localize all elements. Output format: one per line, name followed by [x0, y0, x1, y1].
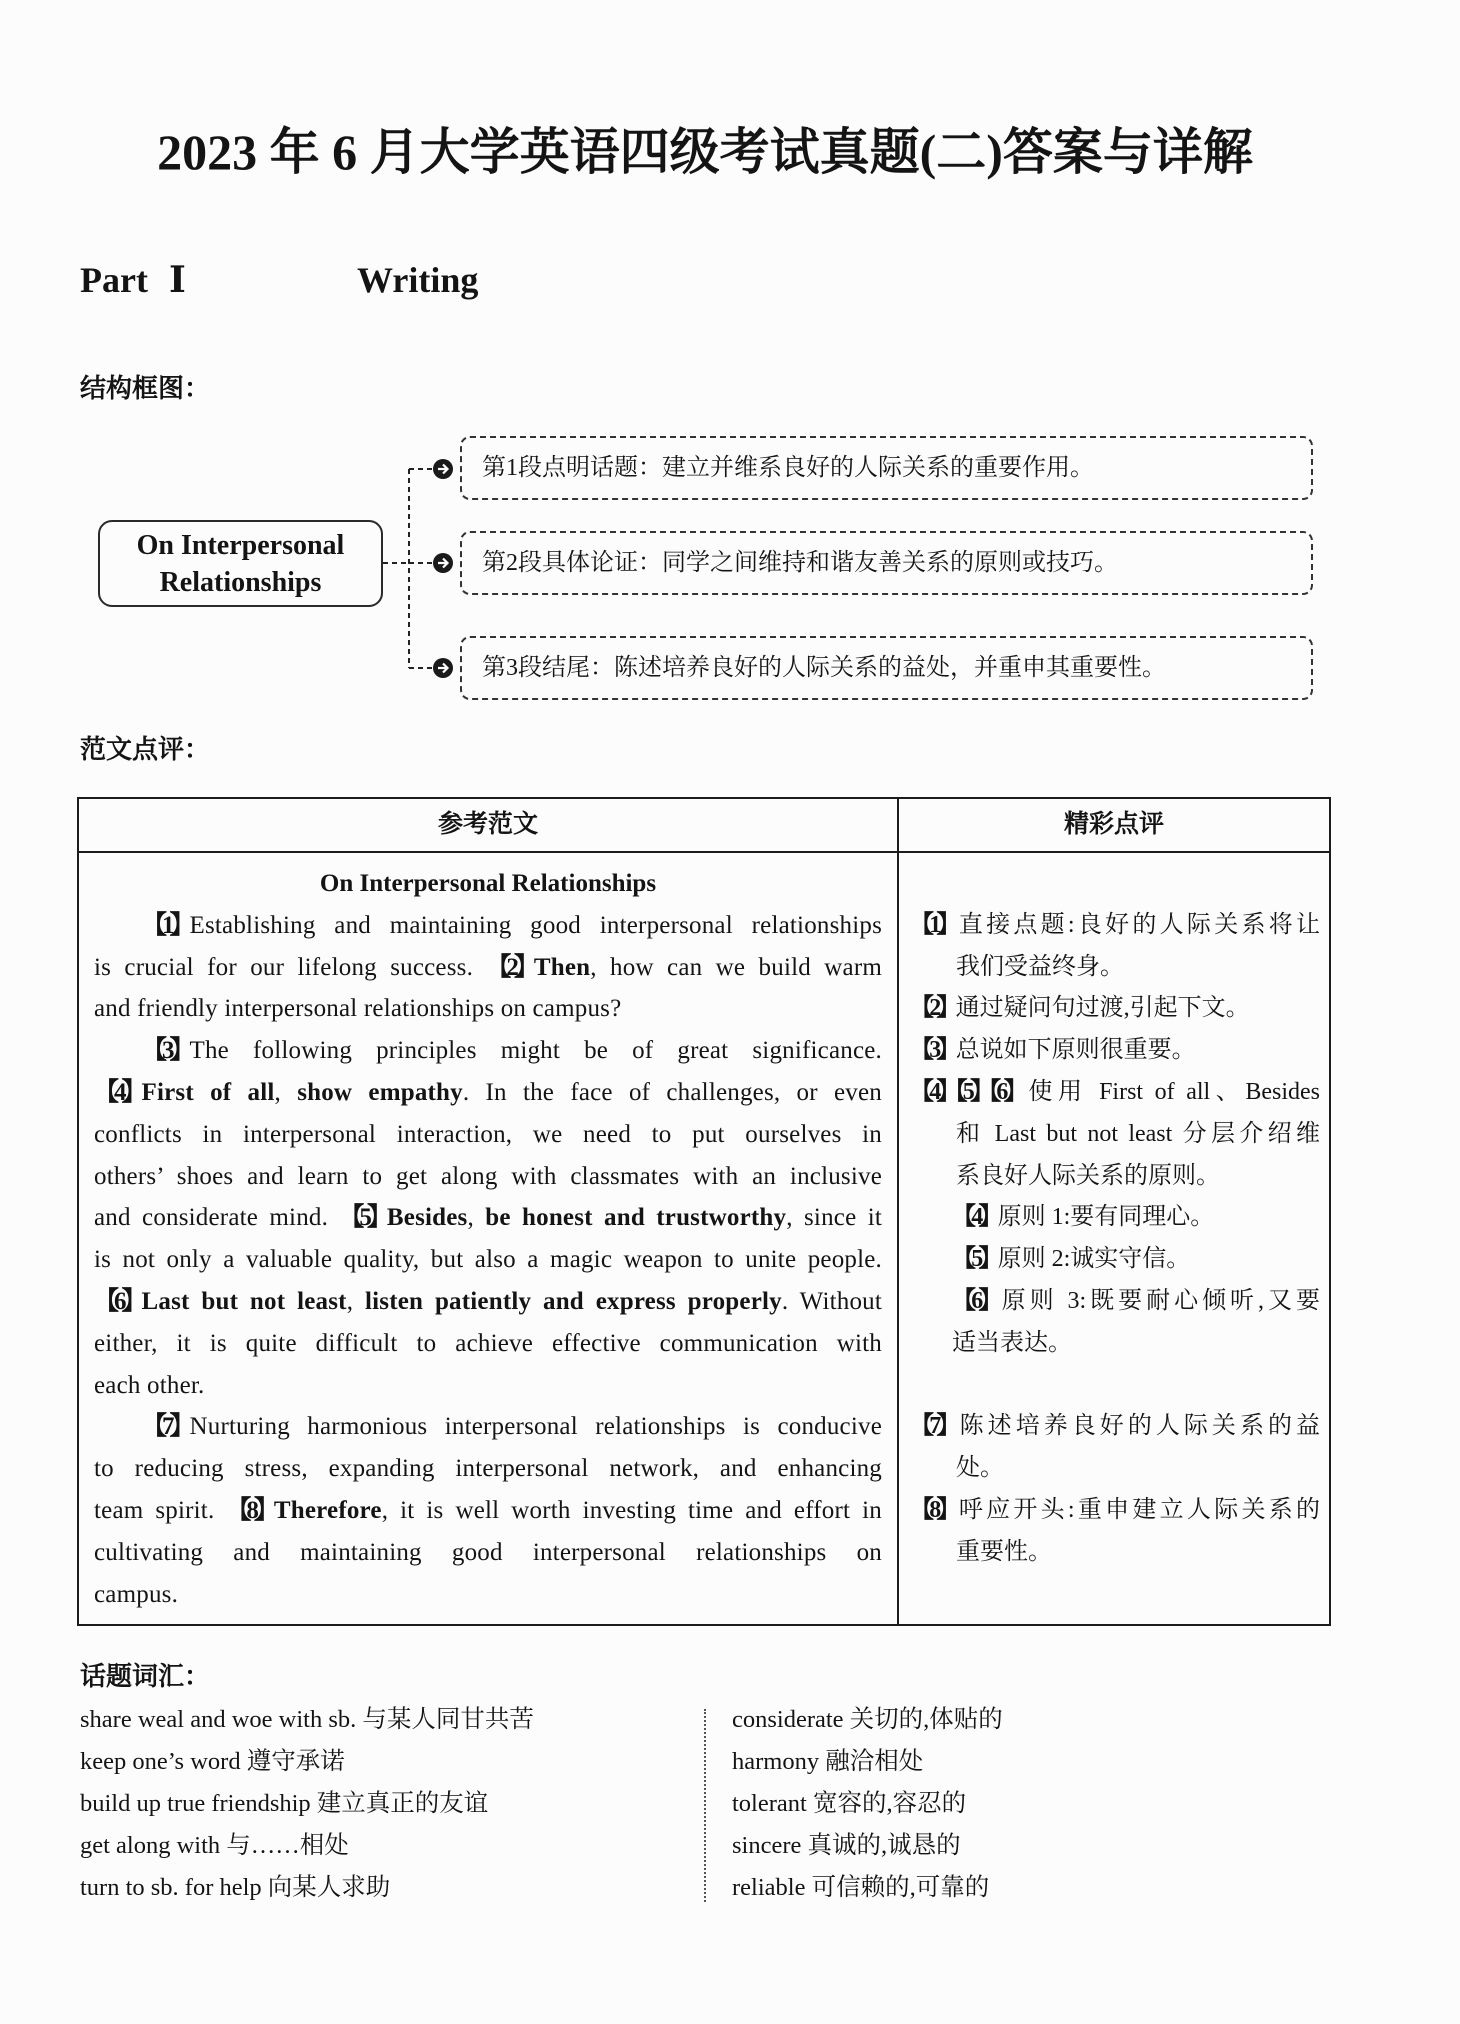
comment-line [910, 905, 1320, 947]
vocabulary-item: get along with 与……相处 [80, 1832, 349, 1859]
sentence-marker: 【2】 [486, 953, 534, 981]
connector-lines [380, 450, 460, 685]
essay-line [94, 1532, 882, 1574]
comment-line [910, 988, 1320, 1030]
comment-text: 系良好人际关系的原则。 [956, 1162, 1220, 1189]
essay-text: is crucial for our lifelong success. [94, 953, 487, 981]
page-title: 2023 年 6 月大学英语四级考试真题(二)答案与详解 [157, 124, 1253, 180]
comment-text: 我们受益终身。 [956, 953, 1124, 980]
comment-marker: 【8】 [910, 1496, 956, 1523]
vocabulary-item: tolerant 宽容的,容忍的 [732, 1790, 967, 1817]
essay-text: . Without [781, 1287, 883, 1315]
vocabulary-item: keep one’s word 遵守承诺 [80, 1748, 345, 1775]
essay-text: , since it [786, 1204, 883, 1232]
branch-box-paragraph-2: 第2段具体论证：同学之间维持和谐友善关系的原则或技巧。 [460, 531, 1313, 595]
arrow-circle-icon [433, 658, 453, 678]
comment-line [910, 1030, 1320, 1072]
sentence-marker: 【5】 [339, 1204, 387, 1232]
essay-text: each other. [94, 1371, 205, 1399]
essay-text: , [467, 1204, 486, 1232]
essay-bold-text: Besides [386, 1204, 468, 1232]
essay-text: team spirit. [94, 1496, 227, 1524]
essay-text: cultivating and maintaining good interpersonal relationships on [94, 1538, 882, 1566]
comment-marker: 【4】 [952, 1204, 998, 1231]
comment-line [910, 1406, 1320, 1448]
comment-marker: 【6】 [952, 1287, 998, 1314]
vocabulary-divider [704, 1709, 706, 1902]
essay-bold-text: Then [533, 953, 591, 981]
essay-title: On Interpersonal Relationships [319, 870, 657, 897]
comment-text: 适当表达。 [952, 1329, 1072, 1356]
comment-marker: 【7】 [910, 1413, 956, 1440]
essay-bold-text: be honest and trustworthy [485, 1204, 787, 1232]
vocabulary-list-left [80, 1699, 534, 1909]
comment-text: 原则 1:要有同理心。 [997, 1204, 1215, 1231]
comment-subitem-line [910, 1197, 1320, 1239]
essay-bold-text: show empathy [297, 1078, 463, 1106]
comment-text: 陈述培养良好的人际关系的益 [955, 1413, 1320, 1440]
essay-line [94, 1448, 882, 1490]
comment-line [910, 1156, 1320, 1198]
essay-text: conflicts in interpersonal interaction, we need to put ourselves in [94, 1120, 882, 1148]
vocabulary-item: share weal and woe with sb. 与某人同甘共苦 [80, 1706, 534, 1733]
vocabulary-heading: 话题词汇： [80, 1662, 211, 1691]
essay-text: The following principles might be of great significance. [189, 1037, 882, 1065]
essay-paragraph [94, 1406, 882, 1615]
essay-paragraph [94, 905, 882, 1030]
essay-text: , [274, 1078, 298, 1106]
essay-line [94, 905, 882, 947]
branch-box-paragraph-1: 第1段点明话题：建立并维系良好的人际关系的重要作用。 [460, 436, 1313, 500]
table-header-row [79, 799, 1329, 853]
essay-line [94, 1072, 882, 1114]
essay-text: campus. [94, 1580, 179, 1608]
comment-line [910, 1532, 1320, 1574]
comment-group [910, 1030, 1320, 1406]
essay-line [94, 988, 882, 1030]
structure-heading: 结构框图： [80, 374, 211, 403]
comment-marker: 【5】 [952, 1246, 998, 1273]
comment-marker: 【4】【5】【6】 [910, 1078, 1023, 1105]
comment-line [910, 1490, 1320, 1532]
essay-text: either, it is quite difficult to achieve effective communication with [94, 1329, 882, 1357]
sentence-marker: 【4】 [94, 1078, 142, 1106]
essay-paragraph [94, 1030, 882, 1406]
sentence-marker: 【1】 [142, 911, 190, 939]
review-table [77, 797, 1331, 1626]
comment-subitem-line [910, 1323, 1320, 1365]
topic-box [98, 520, 383, 607]
essay-text: . In the face of challenges, or even [462, 1078, 882, 1106]
essay-text: to reducing stress, expanding interpersonal network, and enhancing [94, 1455, 882, 1483]
vocabulary-item: considerate 关切的,体贴的 [732, 1706, 1003, 1733]
vocabulary-item: sincere 真诚的,诚恳的 [732, 1832, 961, 1859]
comment-line [910, 1448, 1320, 1490]
comment-text: 原则 3:既要耐心倾听,又要 [997, 1287, 1320, 1314]
branch-box-paragraph-3: 第3段结尾：陈述培养良好的人际关系的益处，并重申其重要性。 [460, 636, 1313, 700]
essay-text: and friendly interpersonal relationships on campus? [94, 995, 622, 1023]
essay-text: others’ shoes and learn to get along with classmates with an inclusive [94, 1162, 882, 1190]
vocabulary-item: reliable 可信赖的,可靠的 [732, 1874, 990, 1901]
comment-text: 直接点题:良好的人际关系将让 [955, 911, 1320, 938]
essay-line [94, 1490, 882, 1532]
table-body-row [79, 853, 1329, 1624]
essay-text: and considerate mind. [94, 1204, 340, 1232]
essay-text: , it is well worth investing time and effort in [381, 1496, 882, 1524]
essay-bold-text: Therefore [273, 1496, 382, 1524]
comment-text: 原则 2:诚实守信。 [997, 1246, 1191, 1273]
essay-cell [79, 853, 899, 1624]
arrow-circle-icon [433, 553, 453, 573]
comment-cell [899, 853, 1329, 1624]
essay-line [94, 1323, 882, 1365]
sentence-marker: 【7】 [142, 1413, 190, 1441]
essay-line [94, 1406, 882, 1448]
comment-marker: 【3】 [910, 1037, 956, 1064]
comment-subitem-line [910, 1281, 1320, 1323]
comment-spacer [910, 863, 1320, 905]
essay-line [94, 1365, 882, 1407]
comment-subitem-line [910, 1239, 1320, 1281]
comment-text: 使用 First of all、Besides [1022, 1078, 1320, 1105]
comment-line [910, 947, 1320, 989]
essay-bold-text: Last but not least [141, 1287, 347, 1315]
vocabulary-item: turn to sb. for help 向某人求助 [80, 1874, 391, 1901]
essay-line [94, 1197, 882, 1239]
essay-bold-text: listen patiently and express properly [364, 1287, 782, 1315]
essay-line [94, 1114, 882, 1156]
essay-header: 参考范文 [79, 799, 899, 851]
part-name: Writing [357, 260, 479, 300]
comment-group [910, 905, 1320, 1030]
comment-line [910, 1072, 1320, 1114]
comment-group [910, 1406, 1320, 1615]
sentence-marker: 【6】 [94, 1287, 142, 1315]
review-heading: 范文点评： [80, 735, 211, 764]
vocabulary-list-right [732, 1699, 1003, 1909]
comment-text: 和 Last but not least 分层介绍维 [956, 1120, 1320, 1147]
sentence-marker: 【8】 [226, 1496, 274, 1524]
vocabulary-item: harmony 融洽相处 [732, 1748, 924, 1775]
essay-bold-text: First of all [141, 1078, 275, 1106]
essay-line [94, 1574, 882, 1616]
part-label: Part Ⅰ [80, 260, 186, 300]
essay-text: , how can we build warm [590, 953, 883, 981]
comment-text: 重要性。 [956, 1538, 1052, 1565]
comment-text: 通过疑问句过渡,引起下文。 [955, 995, 1250, 1022]
arrow-circle-icon [433, 459, 453, 479]
essay-line [94, 1239, 882, 1281]
essay-line [94, 947, 882, 989]
comment-line [910, 1114, 1320, 1156]
essay-line [94, 1281, 882, 1323]
essay-text: , [346, 1287, 365, 1315]
comment-marker: 【1】 [910, 911, 956, 938]
essay-text: is not only a valuable quality, but also a magic weapon to unite people. [94, 1246, 882, 1274]
essay-text: Nurturing harmonious interpersonal relationships is conducive [189, 1413, 882, 1441]
comment-text: 总说如下原则很重要。 [955, 1037, 1196, 1064]
essay-text: Establishing and maintaining good interpersonal relationships [189, 911, 882, 939]
topic-label: On Interpersonal Relationships [136, 529, 345, 598]
vocabulary-item: build up true friendship 建立真正的友谊 [80, 1790, 489, 1817]
comment-text: 呼应开头:重申建立人际关系的 [955, 1496, 1320, 1523]
essay-line [94, 1156, 882, 1198]
comment-marker: 【2】 [910, 995, 956, 1022]
essay-body [94, 905, 882, 1616]
comment-text: 处。 [956, 1455, 1004, 1482]
comment-header: 精彩点评 [1063, 811, 1164, 838]
comment-body [910, 905, 1320, 1616]
sentence-marker: 【3】 [142, 1037, 190, 1065]
essay-line [94, 1030, 882, 1072]
